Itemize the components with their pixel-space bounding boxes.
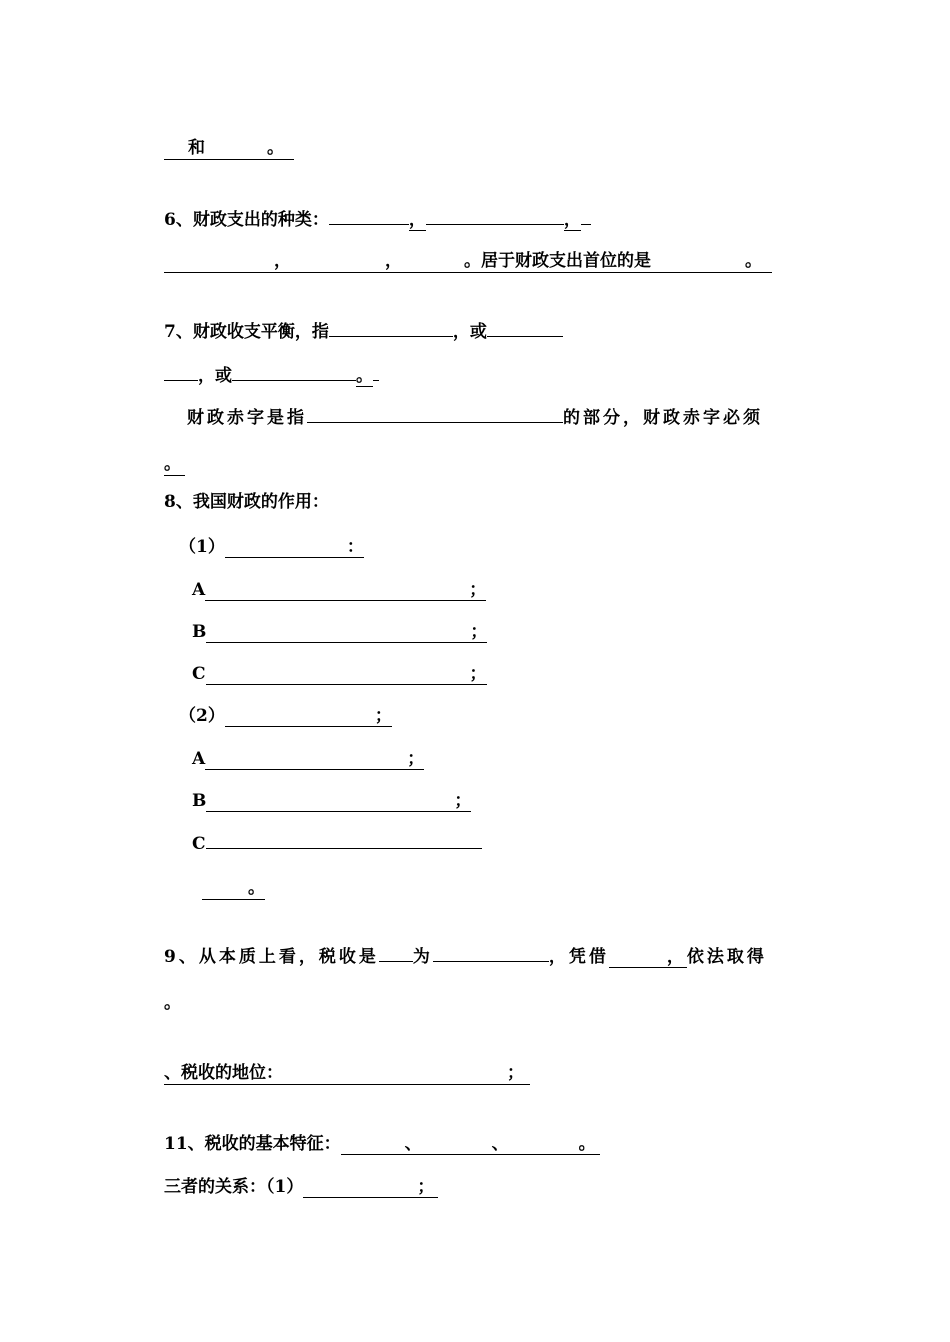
q8-2a xyxy=(192,746,424,770)
q5-tail xyxy=(164,135,294,160)
blank[interactable] xyxy=(206,830,482,849)
blank[interactable] xyxy=(205,135,267,153)
q9-end xyxy=(164,992,181,1014)
item-b: B xyxy=(192,622,207,642)
q10-label: 、税收的地位： xyxy=(164,1063,283,1083)
deficit-lead: 财政赤字是指 xyxy=(187,408,307,428)
blank[interactable] xyxy=(651,248,745,266)
colon: ： xyxy=(346,537,364,557)
blank[interactable] xyxy=(509,1131,579,1149)
blank[interactable] xyxy=(373,362,379,381)
q9-wei: 为 xyxy=(412,947,433,967)
blank[interactable] xyxy=(206,661,470,679)
deficit-mid: 的部分，财政赤字必须 xyxy=(563,408,763,428)
q5-end: 。 xyxy=(267,138,284,158)
blank[interactable] xyxy=(225,703,375,721)
q11-label: 11、税收的基本特征： xyxy=(164,1134,341,1154)
semi: ； xyxy=(374,706,392,726)
q8-sub1 xyxy=(179,534,364,558)
dun: 、 xyxy=(491,1134,509,1154)
q7-line2 xyxy=(164,362,379,387)
semi: ； xyxy=(469,664,487,684)
blank[interactable] xyxy=(422,1131,492,1149)
q11-relation: 三者的关系：（1） xyxy=(164,1177,304,1197)
blank[interactable] xyxy=(205,577,469,595)
blank[interactable] xyxy=(232,362,356,381)
blank[interactable] xyxy=(164,135,188,153)
comma: ， xyxy=(666,947,687,967)
q7-end: 。 xyxy=(356,366,373,386)
q7-label: 7、财政收支平衡，指 xyxy=(164,322,329,342)
q8-1a xyxy=(192,577,486,601)
q8-end-mark: 。 xyxy=(248,878,265,898)
semi: ； xyxy=(507,1063,524,1083)
blank[interactable] xyxy=(202,875,248,893)
q6-line2 xyxy=(164,248,772,273)
blank[interactable] xyxy=(225,534,347,552)
q7-deficit-end xyxy=(164,453,185,476)
q11-line1 xyxy=(164,1131,600,1155)
q7-line1 xyxy=(164,318,563,343)
q7-or: ，或 xyxy=(198,366,232,386)
q8-1c xyxy=(192,661,487,685)
q11-line2 xyxy=(164,1174,438,1198)
deficit-end: 。 xyxy=(164,454,181,474)
q8-2b xyxy=(192,788,471,812)
sub2-label: （2） xyxy=(179,706,225,726)
q7-or: ，或 xyxy=(452,322,487,342)
q9-line1 xyxy=(164,943,767,968)
semi: ； xyxy=(469,580,487,600)
q10-line xyxy=(164,1060,530,1085)
blank[interactable] xyxy=(433,943,549,962)
q9-yifa: 依法取得 xyxy=(686,947,767,967)
q6-mid: 。居于财政支出首位的是 xyxy=(464,251,651,271)
q9-label: 9、从本质上看，税收是 xyxy=(164,947,379,967)
blank[interactable] xyxy=(291,248,385,266)
blank[interactable] xyxy=(329,318,453,337)
q11-end: 。 xyxy=(578,1134,596,1154)
blank[interactable] xyxy=(205,746,407,764)
item-c: C xyxy=(192,664,206,684)
blank[interactable] xyxy=(164,248,274,266)
blank[interactable] xyxy=(609,944,667,962)
q8-end xyxy=(202,875,265,900)
semi: ； xyxy=(407,749,425,769)
semi: ； xyxy=(470,622,488,642)
comma: ， xyxy=(274,251,291,271)
q8-label: 8、我国财政的作用： xyxy=(164,492,329,512)
q8-sub2 xyxy=(179,703,392,727)
blank[interactable] xyxy=(487,318,563,337)
q8-title xyxy=(164,491,329,513)
blank[interactable] xyxy=(402,248,464,266)
blank[interactable] xyxy=(329,206,409,225)
blank[interactable] xyxy=(206,619,470,637)
q7-deficit xyxy=(187,404,763,429)
q8-1b xyxy=(192,619,487,643)
q5-and: 和 xyxy=(188,138,205,158)
blank[interactable] xyxy=(206,788,454,806)
blank[interactable] xyxy=(164,362,198,381)
semi: ； xyxy=(454,791,472,811)
sub1-label: （1） xyxy=(179,537,225,557)
blank[interactable] xyxy=(379,943,413,962)
blank[interactable] xyxy=(341,1131,405,1149)
comma: ， xyxy=(563,210,581,230)
comma: ， xyxy=(385,251,402,271)
comma: ， xyxy=(408,210,426,230)
blank[interactable] xyxy=(283,1060,507,1078)
item-a: A xyxy=(192,580,206,600)
blank[interactable] xyxy=(307,404,563,423)
blank[interactable] xyxy=(426,206,564,225)
q6-line1 xyxy=(164,206,591,231)
item-c: C xyxy=(192,834,206,854)
semi: ； xyxy=(417,1177,435,1197)
blank[interactable] xyxy=(581,206,591,225)
item-a: A xyxy=(192,749,206,769)
q8-2c xyxy=(192,830,482,855)
item-b: B xyxy=(192,791,207,811)
q9-end-mark: 。 xyxy=(164,993,181,1013)
blank[interactable] xyxy=(303,1174,417,1192)
dun: 、 xyxy=(404,1134,422,1154)
q6-end: 。 xyxy=(745,251,762,271)
q6-label: 6、财政支出的种类： xyxy=(164,210,329,230)
q9-pingjie: ，凭借 xyxy=(548,947,609,967)
